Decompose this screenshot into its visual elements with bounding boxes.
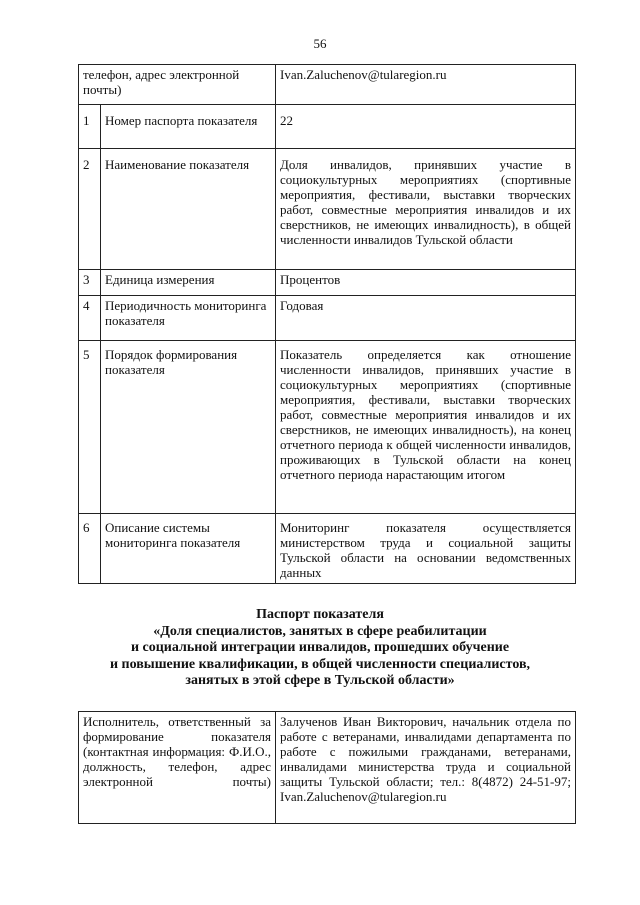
heading-line: «Доля специалистов, занятых в сфере реабилитации: [153, 623, 487, 639]
row-value: Мониторинг показателя осуществляется министерством труда и социальной защиты Тульской области на основании ведомственных данных: [276, 514, 576, 584]
row-value: Годовая: [276, 296, 576, 341]
heading-line: и социальной интеграции инвалидов, прошедших обучение: [130, 640, 510, 655]
executor-label-cell: Исполнитель, ответственный за формирование показателя (контактная информация: Ф.И.О., должность, телефон, адрес электронной почты): [79, 712, 276, 824]
row-label: Периодичность мониторинга показателя: [101, 296, 276, 341]
table-row: [79, 514, 576, 584]
row-number: 3: [79, 270, 101, 296]
table-row-contact-continued: [79, 65, 576, 105]
heading-title: Паспорт показателя: [256, 607, 384, 622]
table-row: [79, 149, 576, 270]
row-label: Единица измерения: [101, 270, 276, 296]
row-value: 22: [276, 105, 576, 149]
row-number: 6: [79, 514, 101, 584]
table-row: [79, 296, 576, 341]
table-row-executor: [79, 712, 576, 824]
row-number: 2: [79, 149, 101, 270]
contact-email-cell: Ivan.Zaluchenov@tularegion.ru: [276, 65, 576, 105]
row-number: 4: [79, 296, 101, 341]
row-label: Описание системы мониторинга показателя: [101, 514, 276, 584]
row-label: Наименование показателя: [101, 149, 276, 270]
heading-line: и повышение квалификации, в общей численности специалистов,: [109, 656, 531, 672]
row-value: Процентов: [276, 270, 576, 296]
page-number: 56: [313, 36, 327, 51]
indicator-passport-table: [78, 64, 576, 584]
heading-line: занятых в этой сфере в Тульской области»: [185, 673, 455, 688]
row-number: 1: [79, 105, 101, 149]
row-number: 5: [79, 341, 101, 514]
executor-table: [78, 711, 576, 824]
row-label: Номер паспорта показателя: [101, 105, 276, 149]
contact-label-cell: телефон, адрес электронной почты): [79, 65, 276, 105]
table-row: [79, 341, 576, 514]
table-row: [79, 270, 576, 296]
table-row: [79, 105, 576, 149]
row-value: Доля инвалидов, принявших участие в социокультурных мероприятиях (спортивные мероприятия, фестивали, выставки творческих работ, совместные мероприятия инвалидов и их сверстников, не имеющих инвалидность), в общей численности инвалидов Тульской области: [276, 149, 576, 270]
passport-heading: [60, 607, 580, 690]
row-value: Показатель определяется как отношение численности инвалидов, принявших участие в социокультурных мероприятиях (спортивные мероприятия, фестивали, выставки творческих работ, совместные мероприятия инвалидов и их сверстников, не имеющих инвалидность), на конец отчетного периода к общей численности инвалидов, проживающих в Тульской области на конец отчетного периода нарастающим итогом: [276, 341, 576, 514]
executor-value-cell: Залученов Иван Викторович, начальник отдела по работе с ветеранами, инвалидами департамента по работе с пожилыми гражданами, ветеранами, инвалидами министерства труда и социальной защиты Тульской области; тел.: 8(4872) 24-51-97; Ivan.Zaluchenov@tularegion.ru: [276, 712, 576, 824]
row-label: Порядок формирования показателя: [101, 341, 276, 514]
